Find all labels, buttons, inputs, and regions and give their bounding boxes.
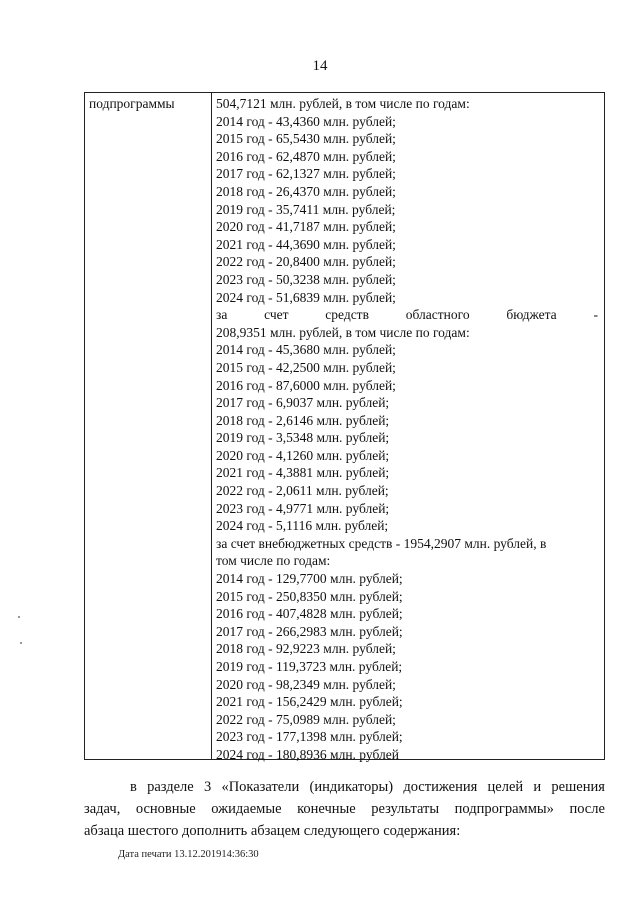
year-funding-line: 2022 год - 75,0989 млн. рублей;: [216, 711, 396, 727]
year-funding-line: 2020 год - 98,2349 млн. рублей;: [216, 676, 396, 692]
word: в: [130, 779, 137, 795]
year-funding-line: 2018 год - 26,4370 млн. рублей;: [216, 183, 396, 199]
word: 3: [203, 779, 212, 795]
year-funding-line: 2018 год - 2,6146 млн. рублей;: [216, 412, 390, 428]
year-funding-line: 2021 год - 44,3690 млн. рублей;: [216, 236, 396, 252]
year-funding-line: 2016 год - 407,4828 млн. рублей;: [216, 606, 403, 622]
year-funding-line: 2023 год - 177,1398 млн. рублей;: [216, 729, 403, 745]
word: решения: [551, 779, 605, 795]
word: «Показатели: [221, 779, 300, 795]
regional-budget-total: 208,9351 млн. рублей, в том числе по годам:: [216, 324, 470, 340]
table-label-cell: [85, 93, 212, 759]
total-funding-line: 504,7121 млн. рублей, в том числе по годам:: [216, 96, 470, 111]
year-funding-line: 2014 год - 129,7700 млн. рублей;: [216, 571, 403, 587]
year-funding-line: 2022 год - 2,0611 млн. рублей;: [216, 483, 389, 499]
year-funding-line: 2020 год - 4,1260 млн. рублей;: [216, 447, 390, 463]
year-funding-line: 2019 год - 35,7411 млн. рублей;: [216, 201, 396, 217]
word: (индикаторы): [309, 779, 394, 795]
year-funding-line: 2017 год - 266,2983 млн. рублей;: [216, 623, 403, 639]
regional-budget-years: [216, 341, 598, 535]
scan-speck: [18, 616, 20, 618]
year-funding-line: 2015 год - 42,2500 млн. рублей;: [216, 359, 396, 375]
word: результаты: [371, 801, 440, 817]
year-funding-line: 2016 год - 62,4870 млн. рублей;: [216, 148, 396, 164]
word: ожидаемые: [211, 801, 282, 817]
word: подпрограммы»: [454, 801, 554, 817]
year-funding-line: 2017 год - 62,1327 млн. рублей;: [216, 166, 396, 182]
year-funding-line: 2014 год - 45,3680 млн. рублей;: [216, 342, 396, 358]
funding-table: [84, 92, 605, 760]
word: -: [593, 307, 598, 323]
table-label-text: подпрограммы: [89, 96, 175, 111]
word: бюджета: [506, 307, 557, 323]
regional-budget-heading: [216, 306, 598, 324]
year-funding-line: 2023 год - 50,3238 млн. рублей;: [216, 271, 396, 287]
year-funding-line: 2020 год - 41,7187 млн. рублей;: [216, 219, 396, 235]
table-value-cell: [212, 93, 604, 762]
extrabudgetary-years: [216, 570, 598, 764]
paragraph-line-1: [84, 776, 605, 798]
year-funding-line: 2021 год - 156,2429 млн. рублей;: [216, 694, 403, 710]
year-funding-line: 2024 год - 180,8936 млн. рублей: [216, 746, 399, 762]
year-funding-line: 2021 год - 4,3881 млн. рублей;: [216, 465, 390, 481]
extrabudgetary-heading: за счет внебюджетных средств - 1954,2907 млн. рублей, в: [216, 535, 547, 551]
word: средств: [325, 307, 369, 323]
year-funding-line: 2017 год - 6,9037 млн. рублей;: [216, 395, 390, 411]
year-funding-line: 2019 год - 3,5348 млн. рублей;: [216, 430, 390, 446]
year-funding-line: 2024 год - 51,6839 млн. рублей;: [216, 289, 396, 305]
year-funding-line: 2018 год - 92,9223 млн. рублей;: [216, 641, 396, 657]
extrabudgetary-heading-cont: том числе по годам:: [216, 553, 331, 569]
year-funding-line: 2015 год - 65,5430 млн. рублей;: [216, 131, 396, 147]
year-funding-line: 2023 год - 4,9771 млн. рублей;: [216, 500, 390, 516]
word: областного: [405, 307, 470, 323]
page-number: 14: [312, 58, 328, 74]
word: целей: [487, 779, 524, 795]
word: основные: [135, 801, 196, 817]
paragraph-line-3: абзаца шестого дополнить абзацем следующего содержания:: [84, 823, 461, 839]
word: после: [569, 801, 605, 817]
word: и: [533, 779, 542, 795]
print-date-footer: Дата печати 13.12.201914:36:30: [118, 849, 259, 860]
total-funding-years: [216, 113, 598, 307]
word: задач,: [84, 801, 121, 817]
paragraph-line-2: [84, 798, 605, 820]
year-funding-line: 2014 год - 43,4360 млн. рублей;: [216, 113, 396, 129]
word: разделе: [147, 779, 194, 795]
year-funding-line: 2019 год - 119,3723 млн. рублей;: [216, 659, 403, 674]
year-funding-line: 2022 год - 20,8400 млн. рублей;: [216, 254, 396, 270]
year-funding-line: 2015 год - 250,8350 млн. рублей;: [216, 588, 403, 604]
word: достижения: [403, 779, 478, 795]
year-funding-line: 2016 год - 87,6000 млн. рублей;: [216, 377, 396, 393]
year-funding-line: 2024 год - 5,1116 млн. рублей;: [216, 518, 389, 534]
word: за: [216, 307, 228, 323]
amendment-paragraph: [84, 776, 605, 842]
word: конечные: [297, 801, 356, 817]
scan-speck: [20, 642, 22, 644]
word: счет: [264, 307, 289, 323]
